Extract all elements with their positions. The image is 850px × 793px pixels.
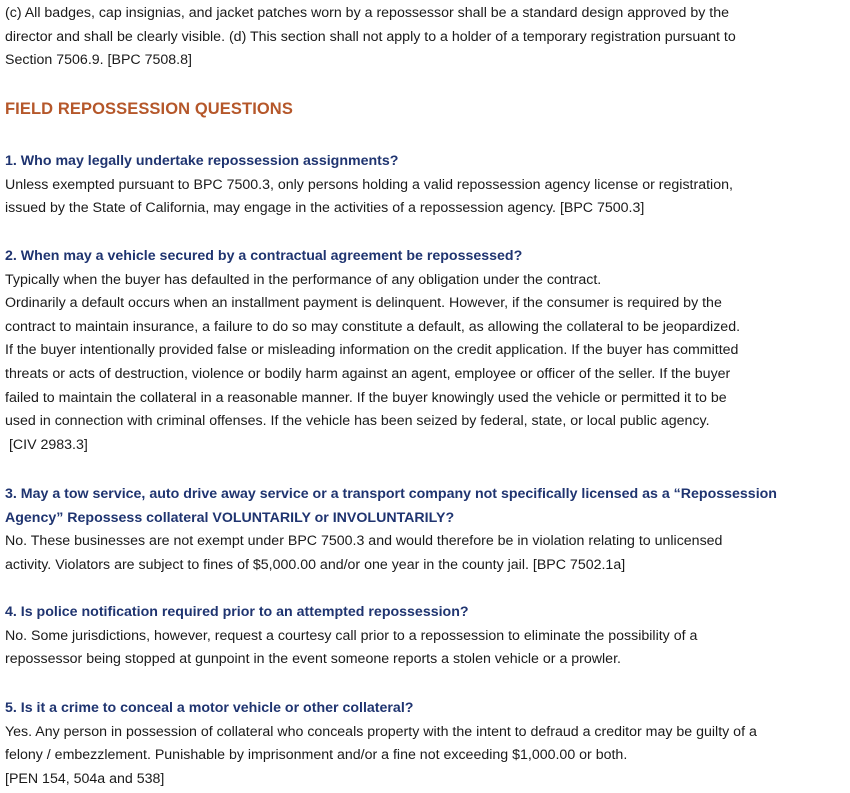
answer-line: issued by the State of California, may engage in the activities of a repossession agency. [BPC 7500.3]: [5, 200, 645, 217]
intro-line: Section 7506.9. [BPC 7508.8]: [5, 52, 192, 69]
answer-line: Unless exempted pursuant to BPC 7500.3, only persons holding a valid repossession agency license or registration,: [5, 176, 733, 193]
question-block-5: [5, 697, 845, 791]
answer-line: Typically when the buyer has defaulted in the performance of any obligation under the contract.: [5, 271, 602, 288]
answer-line: activity. Violators are subject to fines of $5,000.00 and/or one year in the county jail. [BPC 7502.1a]: [5, 556, 626, 573]
question-heading: 4. Is police notification required prior to an attempted repossession?: [5, 604, 469, 620]
answer-line: No. Some jurisdictions, however, request a courtesy call prior to a repossession to eliminate the possibility of a: [5, 627, 698, 644]
question-block-2: [5, 245, 845, 457]
answer-line: [PEN 154, 504a and 538]: [5, 770, 165, 787]
question-heading: 3. May a tow service, auto drive away service or a transport company not specifically licensed as a “Repossession: [5, 486, 777, 502]
answer-line: If the buyer intentionally provided false or misleading information on the credit application. If the buyer has committed: [5, 342, 739, 359]
question-heading: 5. Is it a crime to conceal a motor vehicle or other collateral?: [5, 700, 414, 716]
question-heading: Agency” Repossess collateral VOLUNTARILY or INVOLUNTARILY?: [5, 509, 455, 526]
question-heading: 2. When may a vehicle secured by a contractual agreement be repossessed?: [5, 248, 523, 264]
section-title: FIELD REPOSSESSION QUESTIONS: [5, 100, 293, 118]
question-heading: 1. Who may legally undertake repossession assignments?: [5, 153, 399, 169]
answer-line: Ordinarily a default occurs when an installment payment is delinquent. However, if the consumer is required by the: [5, 295, 722, 312]
answer-line: felony / embezzlement. Punishable by imprisonment and/or a fine not exceeding $1,000.00 or both.: [5, 747, 628, 764]
answer-line: repossessor being stopped at gunpoint in the event someone reports a stolen vehicle or a prowler.: [5, 651, 621, 668]
answer-line: contract to maintain insurance, a failure to do so may constitute a default, as allowing the collateral to be jeopardized.: [5, 318, 741, 335]
answer-line: No. These businesses are not exempt under BPC 7500.3 and would therefore be in violation relating to unlicensed: [5, 533, 723, 550]
question-block-4: [5, 601, 845, 672]
question-block-1: [5, 150, 845, 221]
intro-paragraph: [5, 2, 845, 73]
answer-line: used in connection with criminal offenses. If the vehicle has been seized by federal, state, or local public agency.: [5, 413, 710, 430]
answer-line: threats or acts of destruction, violence or bodily harm against an agent, employee or officer of the seller. If the buyer: [5, 365, 731, 382]
answer-line: Yes. Any person in possession of collateral who conceals property with the intent to defraud a creditor may be guilty of a: [5, 723, 757, 740]
question-block-3: [5, 483, 845, 577]
intro-line: (c) All badges, cap insignias, and jacket patches worn by a repossessor shall be a standard design approved by the: [5, 5, 729, 21]
answer-line: [CIV 2983.3]: [5, 436, 88, 453]
intro-line: director and shall be clearly visible. (d) This section shall not apply to a holder of a temporary registration pursuant to: [5, 28, 736, 45]
answer-line: failed to maintain the collateral in a reasonable manner. If the buyer knowingly used the vehicle or permitted it to be: [5, 389, 727, 406]
